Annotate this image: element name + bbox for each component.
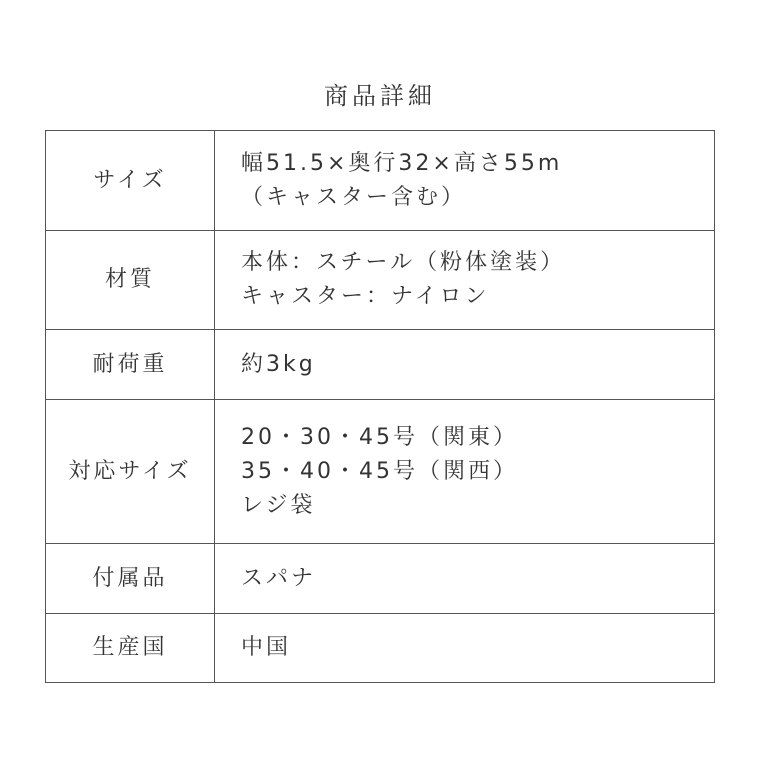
row-value-compatible-size	[215, 400, 715, 544]
row-value-material	[215, 231, 715, 330]
country-text: 中国	[241, 635, 292, 660]
table-row-country	[46, 614, 715, 683]
row-label-size: サイズ	[46, 131, 215, 231]
size-dimensions-text: 幅51.5×奥行32×高さ55m	[241, 150, 563, 176]
material-body-text: 本体：スチール（粉体塗装）	[241, 250, 566, 275]
page-title: 商品詳細	[324, 82, 436, 110]
row-value-country	[215, 614, 715, 683]
table-row-material	[46, 231, 715, 330]
row-label-country: 生産国	[46, 614, 215, 683]
size-note-text: （キャスター含む）	[241, 184, 467, 210]
row-label-load: 耐荷重	[46, 330, 215, 400]
compatible-plastic-bag-text: レジ袋	[241, 492, 316, 518]
load-capacity-text: 約3kg	[241, 351, 316, 377]
row-label-material: 材質	[46, 231, 215, 330]
compatible-kansai-text: 35・40・45号（関西）	[241, 458, 518, 484]
spec-table	[45, 130, 715, 683]
table-row-size	[46, 131, 715, 231]
table-row-accessories	[46, 544, 715, 614]
table-row-load	[46, 330, 715, 400]
accessories-text: スパナ	[241, 565, 317, 591]
row-label-compatible-size: 対応サイズ	[46, 400, 215, 544]
row-label-accessories: 付属品	[46, 544, 215, 614]
row-value-size	[215, 131, 715, 231]
row-value-load	[215, 330, 715, 400]
compatible-kanto-text: 20・30・45号（関東）	[241, 424, 518, 450]
row-value-accessories	[215, 544, 715, 614]
table-row-compatible-size	[46, 400, 715, 544]
material-caster-text: キャスター：ナイロン	[241, 284, 490, 309]
